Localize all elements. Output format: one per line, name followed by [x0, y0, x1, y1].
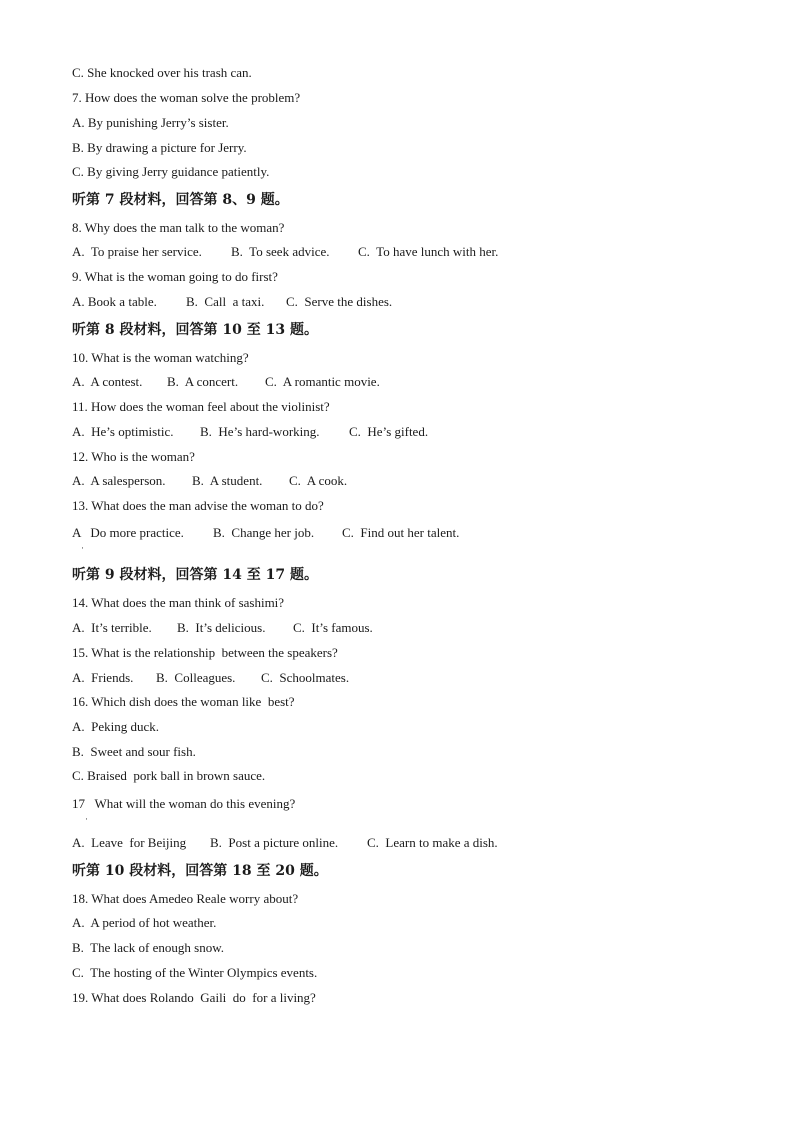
q14-option-c: C. It’s famous. [293, 620, 373, 635]
question-13: 13. What does the man advise the woman to do? [72, 498, 324, 513]
q12-option-a: A. A salesperson. [72, 473, 166, 488]
q18-option-c: C. The hosting of the Winter Olympics events. [72, 965, 318, 980]
q14-option-b: B. It’s delicious. [177, 620, 266, 635]
q12-option-c: C. A cook. [289, 473, 348, 488]
q8-option-b: B. To seek advice. [231, 244, 330, 259]
q6-option-c: C. She knocked over his trash can. [72, 65, 252, 80]
q9-option-c: C. Serve the dishes. [286, 294, 393, 309]
q17-option-a: A. Leave for Beijing [72, 835, 187, 850]
question-14: 14. What does the man think of sashimi? [72, 595, 285, 610]
q11-option-b: B. He’s hard-working. [200, 424, 320, 439]
q9-option-b: B. Call a taxi. [186, 294, 265, 309]
q10-option-b: B. A concert. [167, 374, 239, 389]
question-16: 16. Which dish does the woman like best? [72, 694, 295, 709]
q10-option-a: A. A contest. [72, 374, 143, 389]
q11-option-c: C. He’s gifted. [349, 424, 429, 439]
q12-option-b: B. A student. [192, 473, 263, 488]
section-heading-8: 听第 8 段材料，回答第 10 至 13 题。 [72, 322, 318, 338]
q8-option-c: C. To have lunch with her. [358, 244, 499, 259]
section-heading-9: 听第 9 段材料，回答第 14 至 17 题。 [72, 567, 318, 583]
question-11: 11. How does the woman feel about the violinist? [72, 399, 330, 414]
q15-option-b: B. Colleagues. [156, 670, 236, 685]
q8-option-a: A. To praise her service. [72, 244, 202, 259]
section-heading-7: 听第 7 段材料，回答第 8、9 题。 [72, 192, 289, 208]
q17-option-c: C. Learn to make a dish. [367, 835, 498, 850]
q15-option-c: C. Schoolmates. [261, 670, 350, 685]
section-heading-10: 听第 10 段材料，回答第 18 至 20 题。 [72, 863, 328, 879]
q17-option-b: B. Post a picture online. [210, 835, 339, 850]
question-18: 18. What does Amedeo Reale worry about? [72, 891, 299, 906]
q16-option-b: B. Sweet and sour fish. [72, 744, 196, 759]
q7-option-c: C. By giving Jerry guidance patiently. [72, 164, 270, 179]
q13-option-c: C. Find out her talent. [342, 525, 460, 540]
question-7: 7. How does the woman solve the problem? [72, 90, 301, 105]
question-9: 9. What is the woman going to do first? [72, 269, 278, 284]
question-17: 17 What will the woman do this evening? [72, 796, 296, 811]
q9-option-a: A. Book a table. [72, 294, 157, 309]
q13-option-a: A Do more practice. [72, 525, 184, 540]
question-8: 8. Why does the man talk to the woman? [72, 220, 285, 235]
stray-dot-mark: · [81, 543, 84, 553]
stray-dot-mark: · [85, 814, 88, 824]
q16-option-a: A. Peking duck. [72, 719, 160, 734]
question-10: 10. What is the woman watching? [72, 350, 249, 365]
q18-option-a: A. A period of hot weather. [72, 915, 217, 930]
q10-option-c: C. A romantic movie. [265, 374, 380, 389]
q15-option-a: A. Friends. [72, 670, 134, 685]
question-19: 19. What does Rolando Gaili do for a living? [72, 990, 316, 1005]
q14-option-a: A. It’s terrible. [72, 620, 152, 635]
q16-option-c: C. Braised pork ball in brown sauce. [72, 768, 266, 783]
q11-option-a: A. He’s optimistic. [72, 424, 174, 439]
q13-option-b: B. Change her job. [213, 525, 315, 540]
question-12: 12. Who is the woman? [72, 449, 195, 464]
q7-option-a: A. By punishing Jerry’s sister. [72, 115, 229, 130]
question-15: 15. What is the relationship between the speakers? [72, 645, 338, 660]
q18-option-b: B. The lack of enough snow. [72, 940, 225, 955]
q7-option-b: B. By drawing a picture for Jerry. [72, 140, 247, 155]
